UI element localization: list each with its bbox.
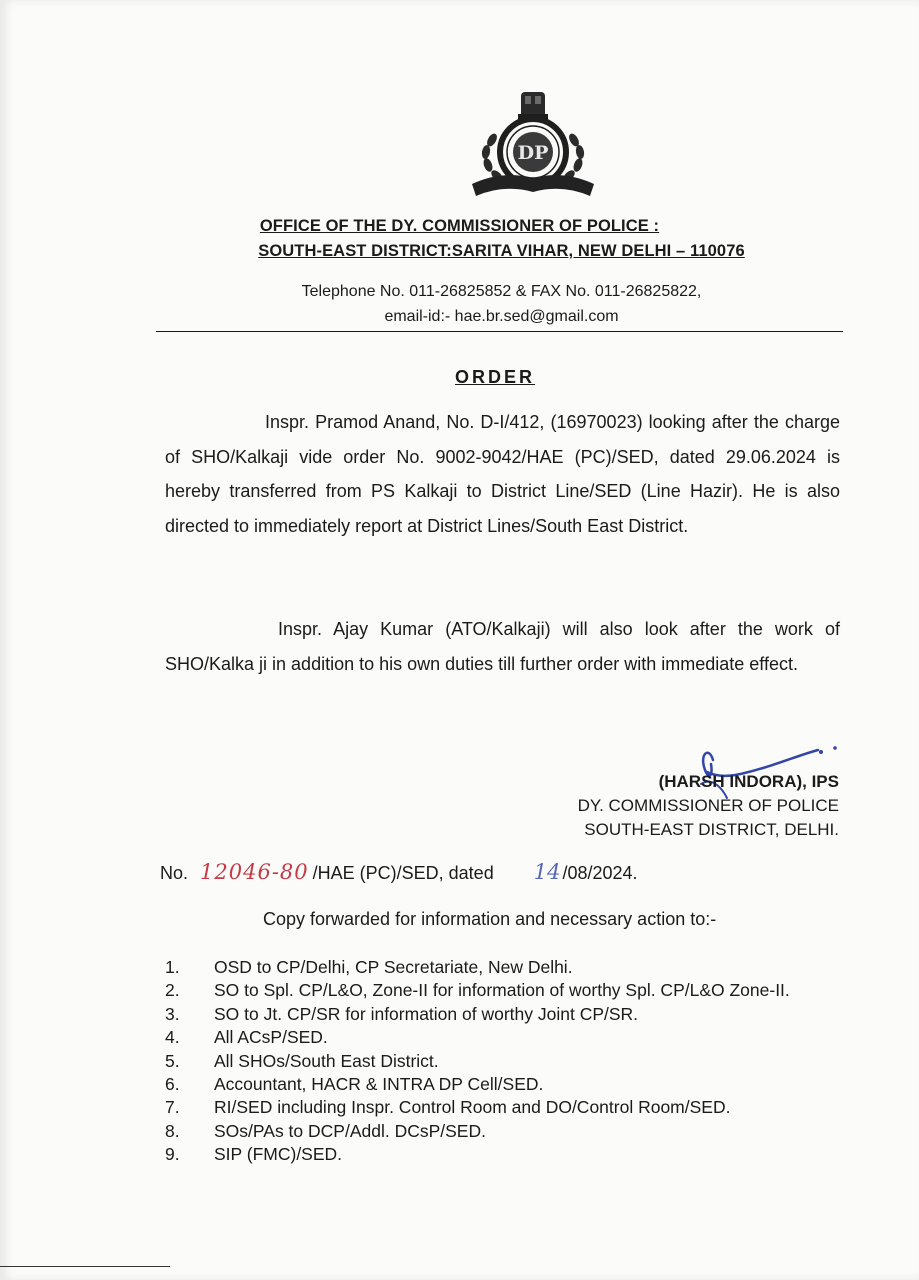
list-item: 9. SIP (FMC)/SED.: [165, 1144, 343, 1165]
list-item: 3. SO to Jt. CP/SR for information of worthy Joint CP/SR.: [165, 1003, 639, 1024]
handwritten-dispatch-number: 12046-80: [200, 860, 309, 884]
list-item: 8. SOs/PAs to DCP/Addl. DCsP/SED.: [165, 1120, 486, 1141]
distribution-list: [165, 956, 845, 1167]
copy-forward-heading: Copy forwarded for information and necessary action to:-: [263, 909, 717, 929]
svg-text:DP: DP: [517, 142, 549, 164]
order-title: ORDER: [455, 367, 536, 387]
letterhead-divider: [156, 331, 843, 332]
office-title: OFFICE OF THE DY. COMMISSIONER OF POLICE :: [259, 217, 660, 235]
list-item: 1. OSD to CP/Delhi, CP Secretariate, New Delhi.: [165, 957, 573, 977]
order-paragraph-2: [165, 612, 840, 681]
reference-line: [160, 860, 638, 884]
signature-block: [578, 770, 839, 842]
list-item: 5. All SHOs/South East District.: [165, 1050, 439, 1071]
delhi-police-emblem-icon: [462, 88, 604, 200]
handwritten-day: 14: [533, 860, 561, 884]
list-item: 4. All ACsP/SED.: [165, 1027, 328, 1048]
list-item: 7. RI/SED including Inspr. Control Room and DO/Control Room/SED.: [165, 1097, 731, 1118]
ref-prefix: No.: [160, 863, 189, 883]
order-paragraph-1: [165, 405, 840, 543]
ref-middle: /HAE (PC)/SED, dated: [312, 863, 494, 883]
office-address: SOUTH-EAST DISTRICT:SARITA VIHAR, NEW DELHI – 110076: [258, 242, 745, 260]
telephone-fax: Telephone No. 011-26825852 & FAX No. 011-26825822,: [301, 283, 702, 300]
ref-suffix: /08/2024.: [562, 863, 638, 883]
signatory-designation: DY. COMMISSIONER OF POLICE: [577, 796, 839, 815]
list-item: 2. SO to Spl. CP/L&O, Zone-II for information of worthy Spl. CP/L&O Zone-II.: [165, 980, 790, 1001]
order-paragraph-2-text: Inspr. Ajay Kumar (ATO/Kalkaji) will also look after the work of SHO/Kalka ji in addition to his own duties till further order with immediate effect.: [165, 619, 840, 674]
page-edge-line: [0, 1266, 170, 1267]
email-id: email-id:- hae.br.sed@gmail.com: [384, 308, 619, 325]
order-paragraph-1-text: Inspr. Pramod Anand, No. D-I/412, (16970023) looking after the charge of SHO/Kalkaji vide order No. 9002-9042/HAE (PC)/SED, dated 29.06.2024 is hereby transferred from PS Kalkaji to District Line/SED (Line Hazir). He is also directed to immediately report at District Lines/South East District.: [165, 412, 840, 536]
list-item: 6. Accountant, HACR & INTRA DP Cell/SED.: [165, 1074, 544, 1095]
signatory-district: SOUTH-EAST DISTRICT, DELHI.: [584, 820, 839, 839]
signatory-name: (HARSH INDORA), IPS: [658, 772, 839, 791]
